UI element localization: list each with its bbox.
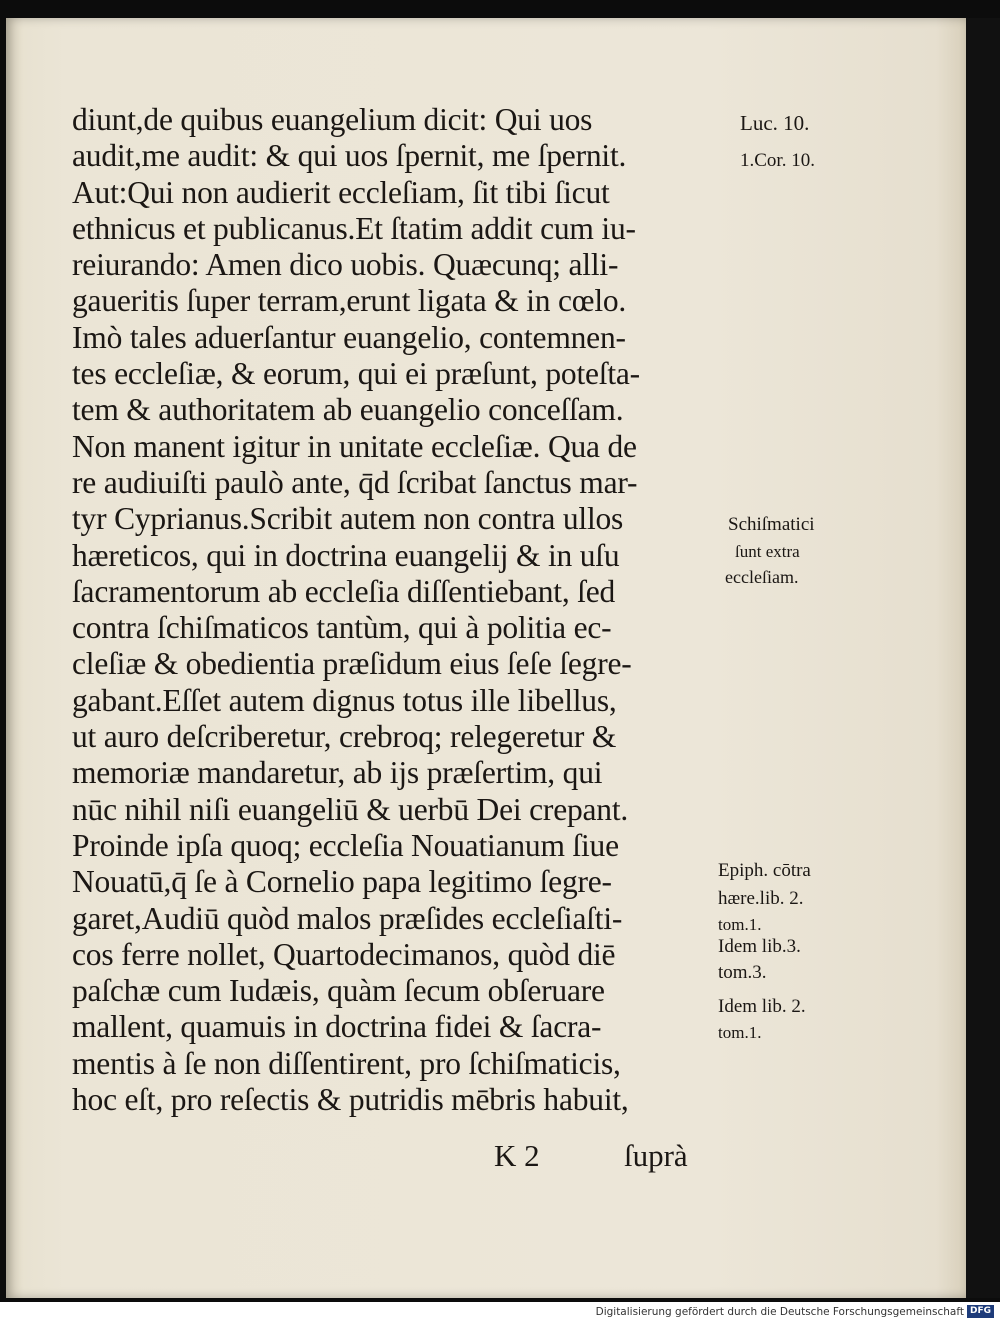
text-line: paſchæ cum Iudæis, quàm ſecum obſeruare	[72, 973, 605, 1009]
text-line: contra ſchiſmaticos tantùm, qui à politia ec-	[72, 610, 612, 646]
margin-note: Idem lib. 2.	[718, 996, 806, 1017]
margin-note: Idem lib.3.	[718, 936, 801, 957]
text-line: Nouatū,q̄ ſe à Cornelio papa legitimo ſegre-	[72, 864, 612, 900]
margin-note: tom.1.	[718, 915, 762, 934]
text-line: garet,Audiū quòd malos præſides eccleſiaſti-	[72, 900, 623, 936]
text-line: hoc eſt, pro reſectis & putridis mēbris habuit,	[72, 1082, 629, 1118]
footer	[0, 1302, 1000, 1322]
funding-credit: Digitalisierung gefördert durch die Deutsche Forschungsgemeinschaft	[595, 1306, 964, 1318]
text-line: tyr Cyprianus.Scribit autem non contra ullos	[72, 501, 624, 537]
margin-note: tom.1.	[718, 1023, 762, 1042]
text-line: cleſiæ & obedientia præſidum eius ſeſe ſegre-	[72, 646, 632, 682]
text-line: gabant.Eſſet autem dignus totus ille libellus,	[72, 682, 617, 718]
margin-note: Luc. 10.	[740, 111, 810, 135]
text-line: Proinde ipſa quoq; eccleſia Nouatianum ſiue	[72, 827, 619, 863]
text-line: Non manent igitur in unitate eccleſiæ. Qua de	[72, 428, 637, 464]
text-line: ſacramentorum ab eccleſia diſſentiebant, ſed	[72, 573, 616, 609]
text-line: mallent, quamuis in doctrina fidei & ſacra-	[72, 1009, 602, 1045]
scan-edge	[966, 18, 1000, 1298]
text-line: tes eccleſiæ, & eorum, qui ei præſunt, poteſta-	[72, 356, 640, 392]
margin-note: ſunt extra	[735, 542, 800, 561]
text-line: ut auro deſcriberetur, crebroq; relegeretur &	[72, 719, 617, 755]
text-line: audit,me audit: & qui uos ſpernit, me ſpernit.	[72, 138, 627, 174]
margin-note: 1.Cor. 10.	[740, 150, 815, 171]
text-line: hæreticos, qui in doctrina euangelij & in uſu	[72, 537, 620, 573]
text-line: diunt,de quibus euangelium dicit: Qui uos	[72, 102, 593, 137]
text-line: reiurando: Amen dico uobis. Quæcunq; alli-	[72, 247, 619, 283]
text-line: Imò tales aduerſantur euangelio, contemnen-	[72, 319, 626, 355]
margin-note: Schiſmatici	[728, 514, 815, 535]
margin-note: eccleſiam.	[725, 567, 799, 587]
text-line: re audiuiſti paulò ante, q̄d ſcribat ſanctus mar-	[72, 464, 638, 500]
catchword: ſuprà	[624, 1138, 688, 1173]
text-line: ethnicus et publicanus.Et ſtatim addit cum iu-	[72, 210, 636, 246]
main-text-block	[72, 102, 732, 1118]
dfg-logo: DFG	[967, 1305, 994, 1318]
text-line: cos ferre nollet, Quartodecimanos, quòd diē	[72, 936, 616, 972]
margin-note: hære.lib. 2.	[718, 888, 804, 909]
text-line: tem & authoritatem ab euangelio conceſſam.	[72, 392, 624, 428]
margin-note: Epiph. cōtra	[718, 860, 811, 881]
text-line: gaueritis ſuper terram,erunt ligata & in cœlo.	[72, 283, 627, 319]
margin-note: tom.3.	[718, 962, 767, 983]
signature-mark: K 2	[494, 1138, 540, 1173]
text-line: Aut:Qui non audierit eccleſiam, ſit tibi ſicut	[72, 174, 610, 210]
text-line: memoriæ mandaretur, ab ijs præſertim, qui	[72, 755, 603, 791]
text-line: nūc nihil niſi euangeliū & uerbū Dei crepant.	[72, 791, 629, 827]
text-line: mentis à ſe non diſſentirent, pro ſchiſmaticis,	[72, 1045, 621, 1081]
